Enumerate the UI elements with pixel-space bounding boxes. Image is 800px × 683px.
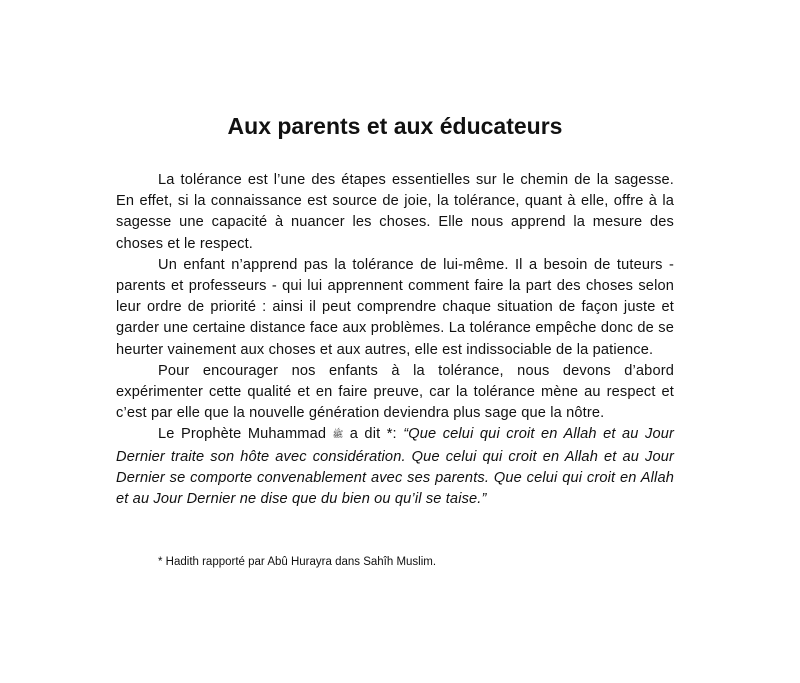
footnote: * Hadith rapporté par Abû Hurayra dans Sahîh Muslim.	[158, 556, 437, 568]
hadith-quote: “Que celui qui croit en Allah et au Jour Dernier traite son hôte avec considération. Que celui qui croit en Allah et au Jour Dernier se comporte convenablement avec ses parents. Que celui qui croit en Allah et au Jour Dernier ne dise que du bien ou qu’il se taise.”	[116, 426, 674, 508]
paragraph-2: Un enfant n’apprend pas la tolérance de lui-même. Il a besoin de tuteurs - parents et professeurs - qui lui apprennent comment faire la part des choses selon leur ordre de priorité : ainsi il peut comprendre chaque situation de façon juste et garder une certaine distance face aux problèmes. La tolérance empêche donc de se heurter vainement aux choses et aux autres, elle est indissociable de la patience.	[116, 256, 674, 358]
page-title: Aux parents et aux éducateurs	[227, 113, 563, 139]
hadith-intro-before: Le Prophète Muhammad	[158, 426, 333, 443]
paragraph-3: Pour encourager nos enfants à la tolérance, nous devons d’abord expérimenter cette qualité et en faire preuve, car la tolérance mène au respect et c’est par elle que la nouvelle génération deviendra plus sage que la nôtre.	[116, 362, 674, 422]
hadith-intro-after: a dit *:	[343, 426, 404, 443]
honorific-glyph: ﷺ	[332, 430, 344, 441]
body-text	[116, 170, 674, 510]
paragraph-hadith	[116, 424, 674, 510]
paragraph-1: La tolérance est l’une des étapes essentielles sur le chemin de la sagesse. En effet, si la connaissance est source de joie, la tolérance, quant à elle, offre à la sagesse une capacité à nuancer les choses. Elle nous apprend la mesure des choses et le respect.	[116, 172, 674, 252]
